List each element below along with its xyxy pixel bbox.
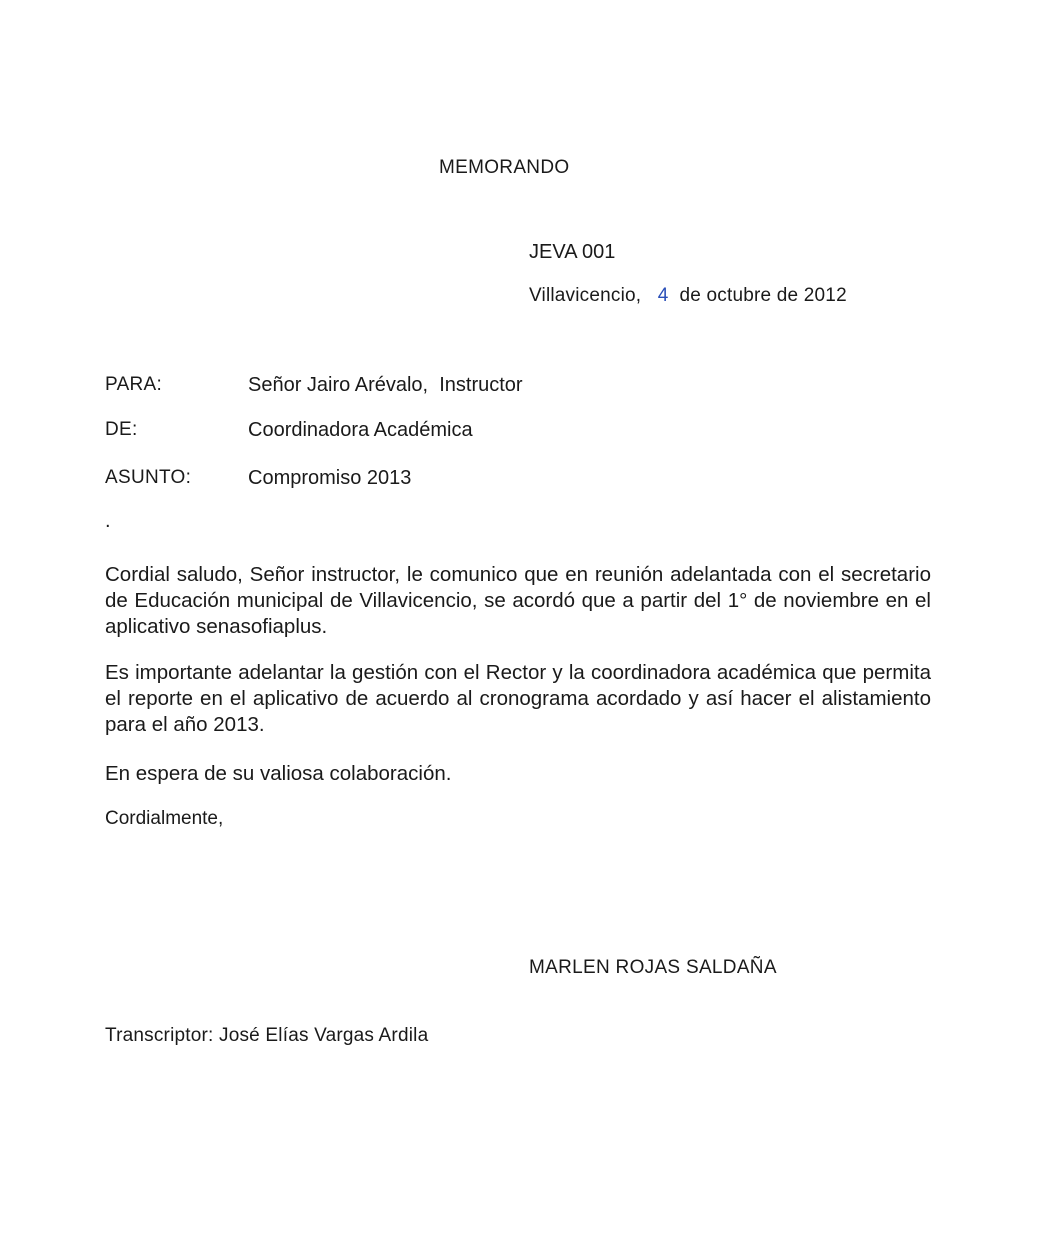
signer-name: MARLEN ROJAS SALDAÑA (529, 957, 777, 978)
para-value: Señor Jairo Arévalo, Instructor (248, 374, 523, 396)
date-day: 4 (657, 285, 669, 306)
date-city: Villavicencio, (529, 285, 642, 306)
separator-dot: . (105, 510, 111, 532)
body-paragraph-2: Es importante adelantar la gestión con el Rector y la coordinadora académica que permita el reporte en el aplicativo de acuerdo al cronograma acordado y así hacer el alistamiento para el año 2013. (105, 661, 931, 736)
asunto-value: Compromiso 2013 (248, 467, 412, 489)
date-rest: de octubre de 2012 (679, 285, 847, 306)
transcriber-line: Transcriptor: José Elías Vargas Ardila (105, 1025, 429, 1046)
para-label: PARA: (105, 374, 163, 395)
memo-date (529, 285, 847, 307)
body-paragraph-3: En espera de su valiosa colaboración. (105, 762, 452, 785)
memo-title: MEMORANDO (439, 157, 570, 178)
de-label: DE: (105, 419, 138, 440)
memo-reference: JEVA 001 (529, 241, 616, 263)
closing-text: Cordialmente, (105, 808, 224, 829)
asunto-label: ASUNTO: (105, 467, 192, 488)
de-value: Coordinadora Académica (248, 419, 473, 441)
body-paragraph-1: Cordial saludo, Señor instructor, le comunico que en reunión adelantada con el secretario de Educación municipal de Villavicencio, se acordó que a partir del 1° de noviembre en el aplicativo senasofiaplus. (105, 563, 931, 638)
